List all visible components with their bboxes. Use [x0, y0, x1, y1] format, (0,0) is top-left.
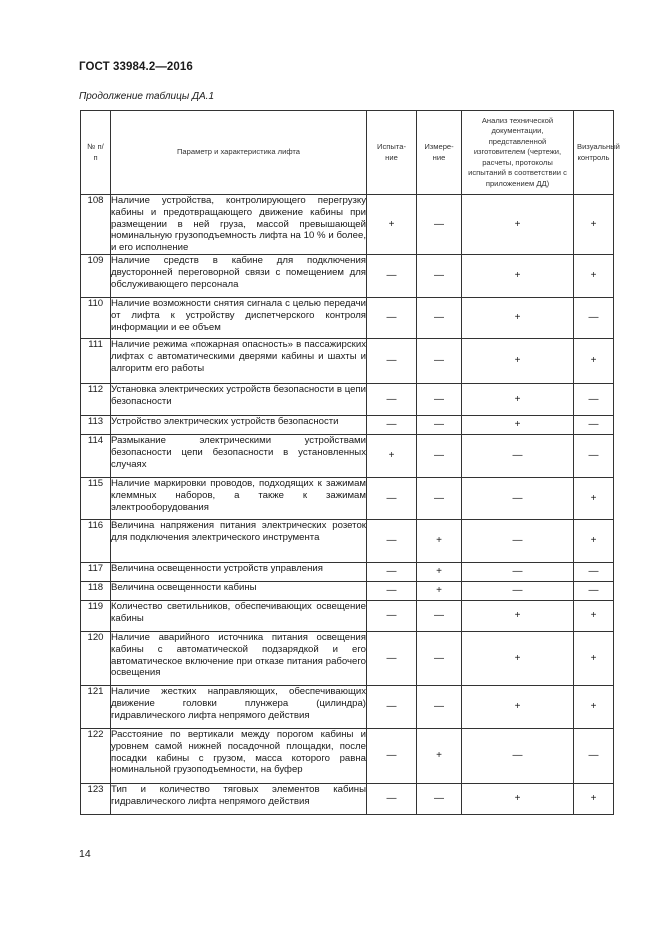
row-test-mark: — — [367, 783, 417, 814]
row-parameter: Размыкание электрическими устройствами безопасности цепи безопасности в установленных случаях — [111, 434, 367, 477]
row-test-mark: — — [367, 581, 417, 600]
row-test-mark: — — [367, 297, 417, 338]
row-parameter: Величина освещенности устройств управления — [111, 562, 367, 581]
row-analysis-mark: + — [462, 195, 574, 255]
row-visual-mark: + — [574, 631, 614, 685]
row-number: 112 — [81, 383, 111, 415]
row-measurement-mark: — — [417, 338, 462, 383]
row-parameter: Количество светильников, обеспечивающих освещение кабины — [111, 600, 367, 631]
row-visual-mark: + — [574, 477, 614, 519]
row-analysis-mark: + — [462, 600, 574, 631]
row-analysis-mark: + — [462, 383, 574, 415]
row-measurement-mark: — — [417, 434, 462, 477]
row-analysis-mark: — — [462, 477, 574, 519]
row-number: 111 — [81, 338, 111, 383]
row-measurement-mark: — — [417, 783, 462, 814]
row-parameter: Наличие режима «пожарная опасность» в пассажирских лифтах с автоматическими дверями кабины и шахты и алгоритм его работы — [111, 338, 367, 383]
row-number: 123 — [81, 783, 111, 814]
row-test-mark: — — [367, 728, 417, 783]
col-header-measurement: Измере-ние — [417, 111, 462, 195]
row-measurement-mark: + — [417, 728, 462, 783]
table-row — [81, 477, 614, 519]
table-row — [81, 195, 614, 255]
row-measurement-mark: — — [417, 685, 462, 728]
row-parameter: Наличие устройства, контролирующего перегрузку кабины и предотвращающего движение кабины при размещении в ней груза, массой превышающей номинальную грузоподъемность лифта на 10 % и более, и его исполнение — [111, 195, 366, 254]
row-visual-mark: — — [574, 383, 614, 415]
row-parameter: Тип и количество тяговых элементов кабины гидравлического лифта непрямого действия — [111, 783, 367, 814]
row-visual-mark: + — [574, 195, 614, 255]
row-visual-mark: — — [574, 434, 614, 477]
row-test-mark: — — [367, 685, 417, 728]
table-row — [81, 581, 614, 600]
row-measurement-mark: + — [417, 562, 462, 581]
row-test-mark: — — [367, 631, 417, 685]
row-parameter: Наличие жестких направляющих, обеспечивающих движение головки плунжера (цилиндра) гидравлического лифта непрямого действия — [111, 685, 367, 728]
row-number: 119 — [81, 600, 111, 631]
row-parameter: Величина освещенности кабины — [111, 581, 367, 600]
row-test-mark: — — [367, 254, 417, 297]
row-analysis-mark: + — [462, 297, 574, 338]
row-number: 117 — [81, 562, 111, 581]
row-test-mark: — — [367, 338, 417, 383]
row-analysis-mark: + — [462, 685, 574, 728]
row-measurement-mark: — — [417, 195, 462, 255]
table-row — [81, 434, 614, 477]
row-analysis-mark: — — [462, 519, 574, 562]
row-measurement-mark: — — [417, 383, 462, 415]
row-parameter: Наличие аварийного источника питания освещения кабины с автоматической подзарядкой и его автоматическое включение при отказе питания рабочего освещения — [111, 631, 367, 685]
col-header-visual-control: Визуальный контроль — [574, 111, 614, 195]
row-visual-mark: + — [574, 600, 614, 631]
row-analysis-mark: — — [462, 562, 574, 581]
row-measurement-mark: — — [417, 477, 462, 519]
row-visual-mark: — — [574, 562, 614, 581]
row-analysis-mark: — — [462, 434, 574, 477]
row-measurement-mark: — — [417, 254, 462, 297]
row-test-mark: — — [367, 562, 417, 581]
row-number: 113 — [81, 415, 111, 434]
row-measurement-mark: — — [417, 415, 462, 434]
row-test-mark: — — [367, 600, 417, 631]
table-row — [81, 297, 614, 338]
row-visual-mark: + — [574, 519, 614, 562]
table-row — [81, 562, 614, 581]
row-analysis-mark: — — [462, 581, 574, 600]
table-row — [81, 383, 614, 415]
row-visual-mark: + — [574, 338, 614, 383]
row-parameter: Величина напряжения питания электрических розеток для подключения электрического инструмента — [111, 519, 367, 562]
table-row — [81, 600, 614, 631]
row-visual-mark: + — [574, 685, 614, 728]
row-number: 118 — [81, 581, 111, 600]
row-number: 116 — [81, 519, 111, 562]
row-number: 121 — [81, 685, 111, 728]
row-visual-mark: — — [574, 415, 614, 434]
row-visual-mark: — — [574, 728, 614, 783]
row-analysis-mark: + — [462, 415, 574, 434]
row-visual-mark: — — [574, 297, 614, 338]
row-test-mark: — — [367, 383, 417, 415]
table-row — [81, 783, 614, 814]
row-measurement-mark: + — [417, 581, 462, 600]
row-number: 122 — [81, 728, 111, 783]
row-measurement-mark: — — [417, 297, 462, 338]
row-measurement-mark: — — [417, 600, 462, 631]
table-body — [81, 195, 614, 815]
row-analysis-mark: + — [462, 338, 574, 383]
row-analysis-mark: — — [462, 728, 574, 783]
row-number: 108 — [81, 195, 111, 255]
document-code: ГОСТ 33984.2—2016 — [79, 61, 193, 73]
row-parameter: Наличие маркировки проводов, подходящих к зажимам клеммных наборов, а также к зажимам электрооборудования — [111, 477, 367, 519]
col-header-doc-analysis: Анализ технической документации, представленной изготовителем (чертежи, расчеты, протоколы испытаний в соответствии с приложением ДД) — [462, 111, 574, 195]
row-visual-mark: — — [574, 581, 614, 600]
row-test-mark: — — [367, 415, 417, 434]
col-header-parameter: Параметр и характеристика лифта — [111, 111, 367, 195]
row-number: 110 — [81, 297, 111, 338]
row-visual-mark: + — [574, 254, 614, 297]
row-number: 115 — [81, 477, 111, 519]
row-analysis-mark: + — [462, 254, 574, 297]
row-visual-mark: + — [574, 783, 614, 814]
row-number: 114 — [81, 434, 111, 477]
table-row — [81, 254, 614, 297]
table-header-row — [81, 111, 614, 195]
row-test-mark: — — [367, 519, 417, 562]
row-parameter: Устройство электрических устройств безопасности — [111, 415, 367, 434]
row-parameter: Установка электрических устройств безопасности в цепи безопасности — [111, 383, 367, 415]
row-measurement-mark: + — [417, 519, 462, 562]
row-test-mark: — — [367, 477, 417, 519]
table-row — [81, 519, 614, 562]
row-test-mark: + — [367, 434, 417, 477]
col-header-test: Испыта-ние — [367, 111, 417, 195]
col-header-number: № п/п — [81, 111, 111, 195]
row-number: 109 — [81, 254, 111, 297]
table-row — [81, 728, 614, 783]
row-measurement-mark: — — [417, 631, 462, 685]
table-row — [81, 338, 614, 383]
requirements-table — [80, 110, 620, 815]
row-parameter: Наличие возможности снятия сигнала с целью передачи от лифта к устройству диспетчерского контроля информации и ее объем — [111, 297, 367, 338]
row-parameter: Наличие средств в кабине для подключения двусторонней переговорной связи с помещением для обслуживающего персонала — [111, 254, 367, 297]
row-number: 120 — [81, 631, 111, 685]
row-analysis-mark: + — [462, 783, 574, 814]
row-analysis-mark: + — [462, 631, 574, 685]
table-row — [81, 685, 614, 728]
row-test-mark: + — [367, 195, 417, 255]
table-row — [81, 415, 614, 434]
row-parameter: Расстояние по вертикали между порогом кабины и уровнем самой нижней посадочной площадки, после посадки кабины с грузом, масса которого равна номинальной грузоподъемности, на буфер — [111, 728, 367, 783]
table-caption: Продолжение таблицы ДА.1 — [79, 91, 215, 102]
page-number: 14 — [79, 848, 91, 860]
table-row — [81, 631, 614, 685]
